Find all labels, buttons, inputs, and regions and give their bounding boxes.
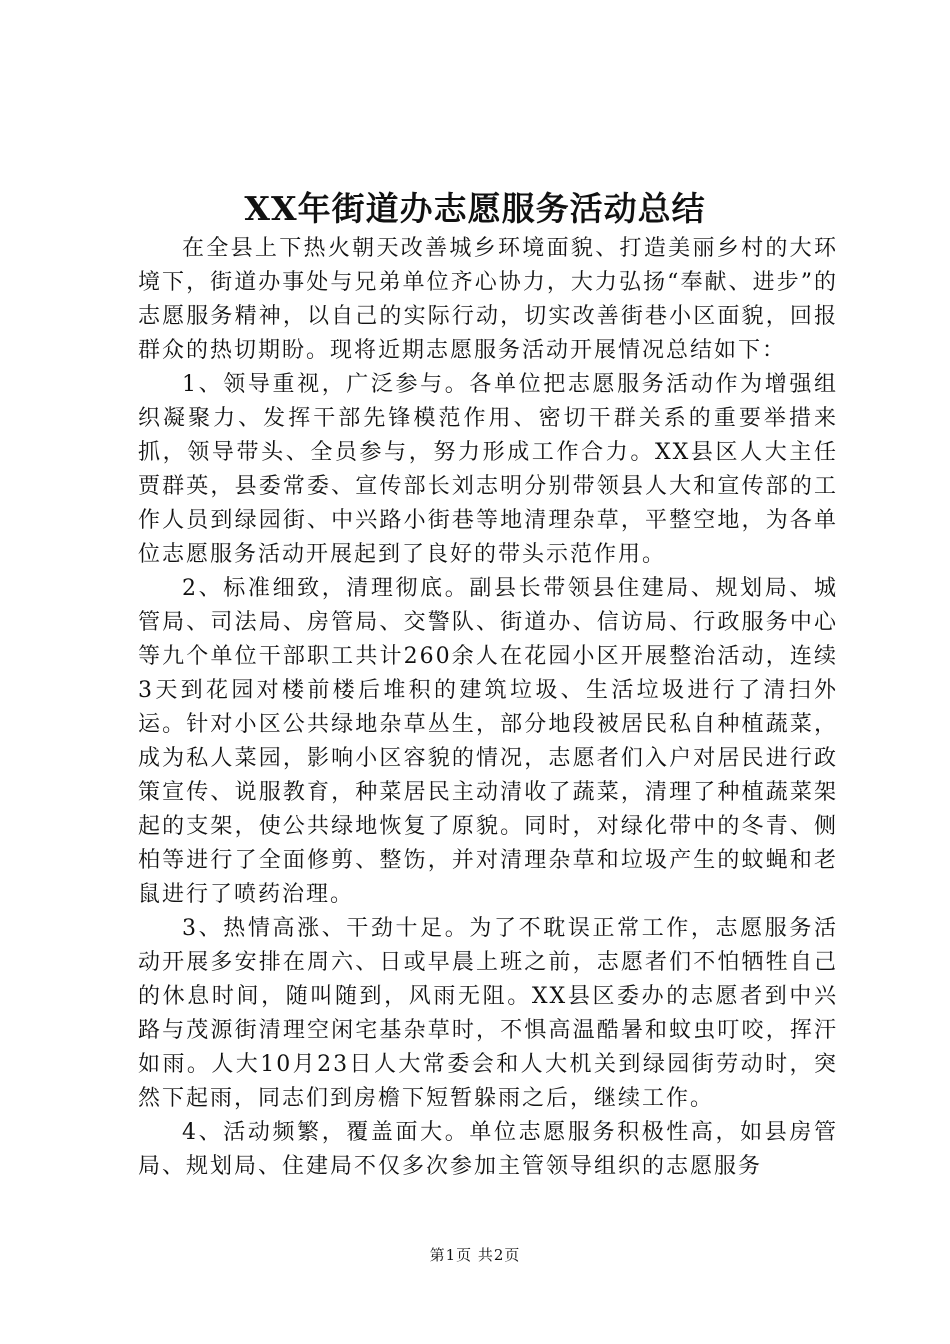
document-title: XX年街道办志愿服务活动总结 <box>244 189 706 228</box>
paragraph-3: 3、热情高涨、干劲十足。为了不耽误正常工作，志愿服务活动开展多安排在周六、日或早晨上班之前，志愿者们不怕牺牲自己的休息时间，随叫随到，风雨无阻。XX县区委办的志愿者到中兴路与茂源街清理空闲宅基杂草时，不惧高温酷暑和蚊虫叮咬，挥汗如雨。人大10月23日人大常委会和人大机关到绿园街劳动时，突然下起雨，同志们到房檐下短暂躲雨之后，继续工作。 <box>138 916 838 1111</box>
paragraph-2: 2、标准细致，清理彻底。副县长带领县住建局、规划局、城管局、司法局、房管局、交警队、街道办、信访局、行政服务中心等九个单位干部职工共计260余人在花园小区开展整治活动，连续3天到花园对楼前楼后堆积的建筑垃圾、生活垃圾进行了清扫外运。针对小区公共绿地杂草丛生，部分地段被居民私自种植蔬菜，成为私人菜园，影响小区容貌的情况，志愿者们入户对居民进行政策宣传、说服教育，种菜居民主动清收了蔬菜，清理了种植蔬菜架起的支架，使公共绿地恢复了原貌。同时，对绿化带中的冬青、侧柏等进行了全面修剪、整饬，并对清理杂草和垃圾产生的蚊蝇和老鼠进行了喷药治理。 <box>138 576 838 907</box>
document-body <box>138 232 838 1184</box>
page-number-footer: 第1页 共2页 <box>429 1246 521 1264</box>
paragraph-intro: 在全县上下热火朝天改善城乡环境面貌、打造美丽乡村的大环境下，街道办事处与兄弟单位齐心协力，大力弘扬“奉献、进步”的志愿服务精神，以自己的实际行动，切实改善街巷小区面貌，回报群众的热切期盼。现将近期志愿服务活动开展情况总结如下： <box>138 236 838 363</box>
paragraph-1: 1、领导重视，广泛参与。各单位把志愿服务活动作为增强组织凝聚力、发挥干部先锋模范作用、密切干群关系的重要举措来抓，领导带头、全员参与，努力形成工作合力。XX县区人大主任贾群英，县委常委、宣传部长刘志明分别带领县人大和宣传部的工作人员到绿园街、中兴路小街巷等地清理杂草，平整空地，为各单位志愿服务活动开展起到了良好的带头示范作用。 <box>138 372 838 567</box>
paragraph-4: 4、活动频繁，覆盖面大。单位志愿服务积极性高，如县房管局、规划局、住建局不仅多次参加主管领导组织的志愿服务 <box>138 1120 838 1179</box>
